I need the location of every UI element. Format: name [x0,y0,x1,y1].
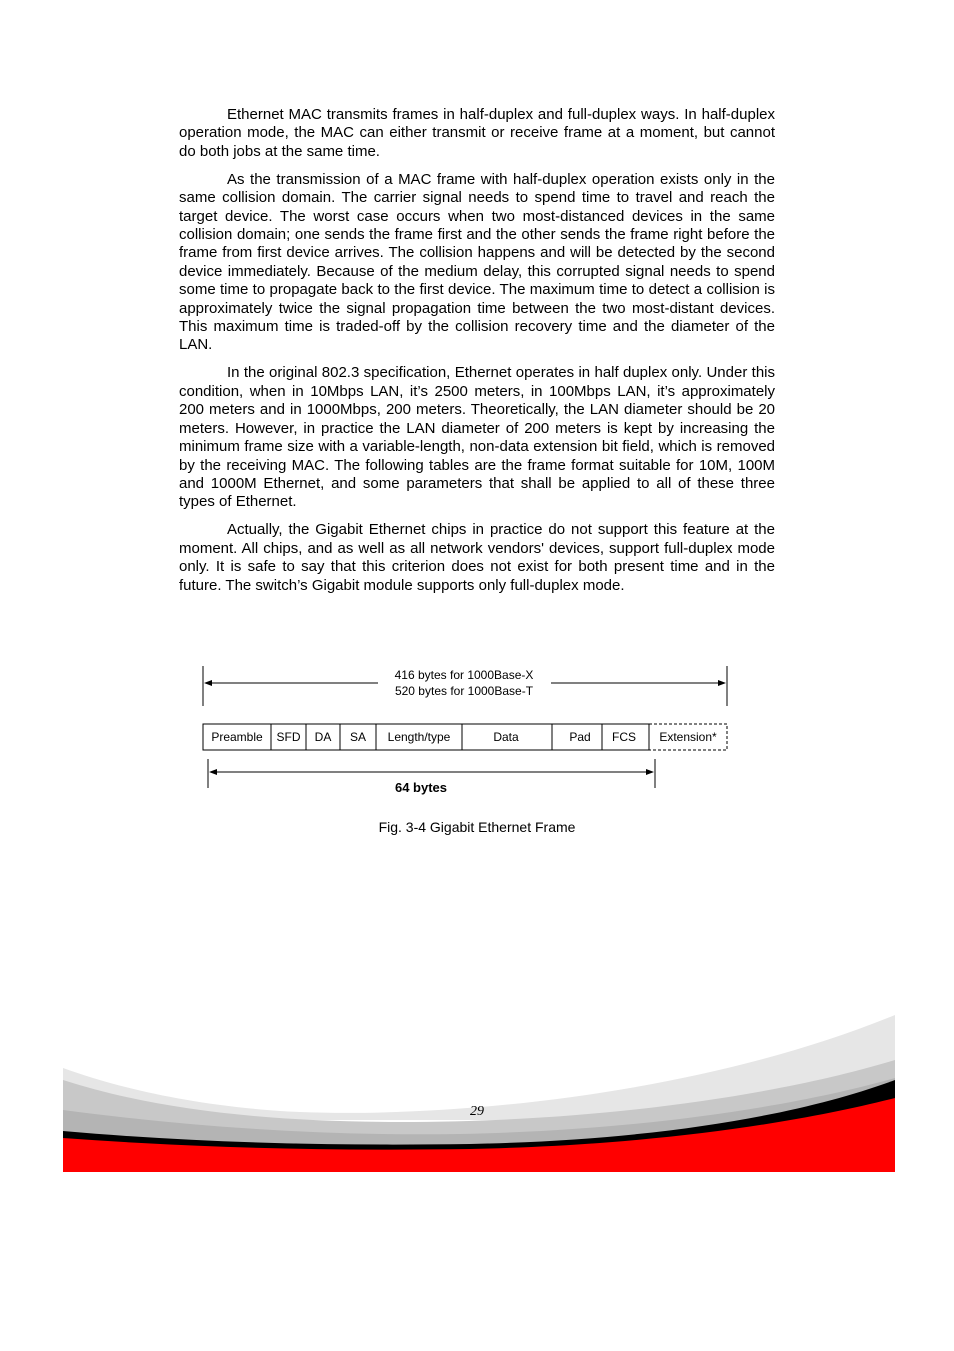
paragraph-4: Actually, the Gigabit Ethernet chips in practice do not support this feature at the moment. All chips, and as well as all network vendors' devices, support full-duplex mode only. It is safe to say that this criterion does not exist for both present time and in the future. The switch’s Gigabit module supports only full-duplex mode. [179,521,775,594]
field-sfd: SFD [276,730,301,744]
body-text [179,106,775,605]
paragraph-3: In the original 802.3 specification, Ethernet operates in half duplex only. Under this condition, when in 10Mbps LAN, it’s 2500 meters, in 100Mbps LAN, it’s approximately 200 meters and in 1000Mbps, 200 meters. Theoretically, the LAN diameter should be 20 meters. However, in practice the LAN diameter of 200 meters is kept by increasing the minimum frame size with a variable-length, non-data extension bit field, which is removed by the receiving MAC. The following tables are the frame format suitable for 10M, 100M and 1000M Ethernet, and some parameters that shall be applied to all of these three types of Ethernet. [179,364,775,511]
bottom-arrow-right-icon [646,769,654,775]
bottom-arrow-left-icon [209,769,217,775]
field-sa: SA [349,730,367,744]
field-data: Data [493,730,519,744]
extension-box [649,724,727,750]
page-number: 29 [470,1104,484,1119]
figure-caption: Fig. 3-4 Gigabit Ethernet Frame [378,819,576,835]
field-fcs: FCS [612,730,636,744]
footer-swoosh [0,1000,954,1180]
fcs-box [602,724,649,750]
top-label-1000base-t: 520 bytes for 1000Base-T [394,684,534,698]
field-extension: Extension* [659,730,717,744]
field-length-type: Length/type [387,730,451,744]
field-preamble: Preamble [211,730,263,744]
top-arrow-right-icon [718,680,726,686]
field-da: DA [314,730,332,744]
paragraph-1: Ethernet MAC transmits frames in half-duplex and full-duplex ways. In half-duplex operation mode, the MAC can either transmit or receive frame at a moment, but cannot do both jobs at the same time. [179,106,775,160]
bottom-label-64-bytes: 64 bytes [394,780,448,795]
top-label-1000base-x: 416 bytes for 1000Base-X [394,668,534,682]
paragraph-2: As the transmission of a MAC frame with half-duplex operation exists only in the same collision domain. The carrier signal needs to spend time to travel and reach the target device. The worst case occurs when two most-distanced devices in the same collision domain; one sends the frame first and the other sends the frame right before the frame from first device arrives. The collision happens and will be detected by the second device immediately. Because of the medium delay, this corrupted signal needs to spend some time to propagate back to the first device. The maximum time to detect a collision is approximately twice the signal propagation time between the two most-distant devices. This maximum time is traded-off by the collision recovery time and the diameter of the LAN. [179,170,775,354]
top-arrow-left-icon [204,680,212,686]
field-pad: Pad [569,730,591,744]
frame-box-main [203,724,552,750]
